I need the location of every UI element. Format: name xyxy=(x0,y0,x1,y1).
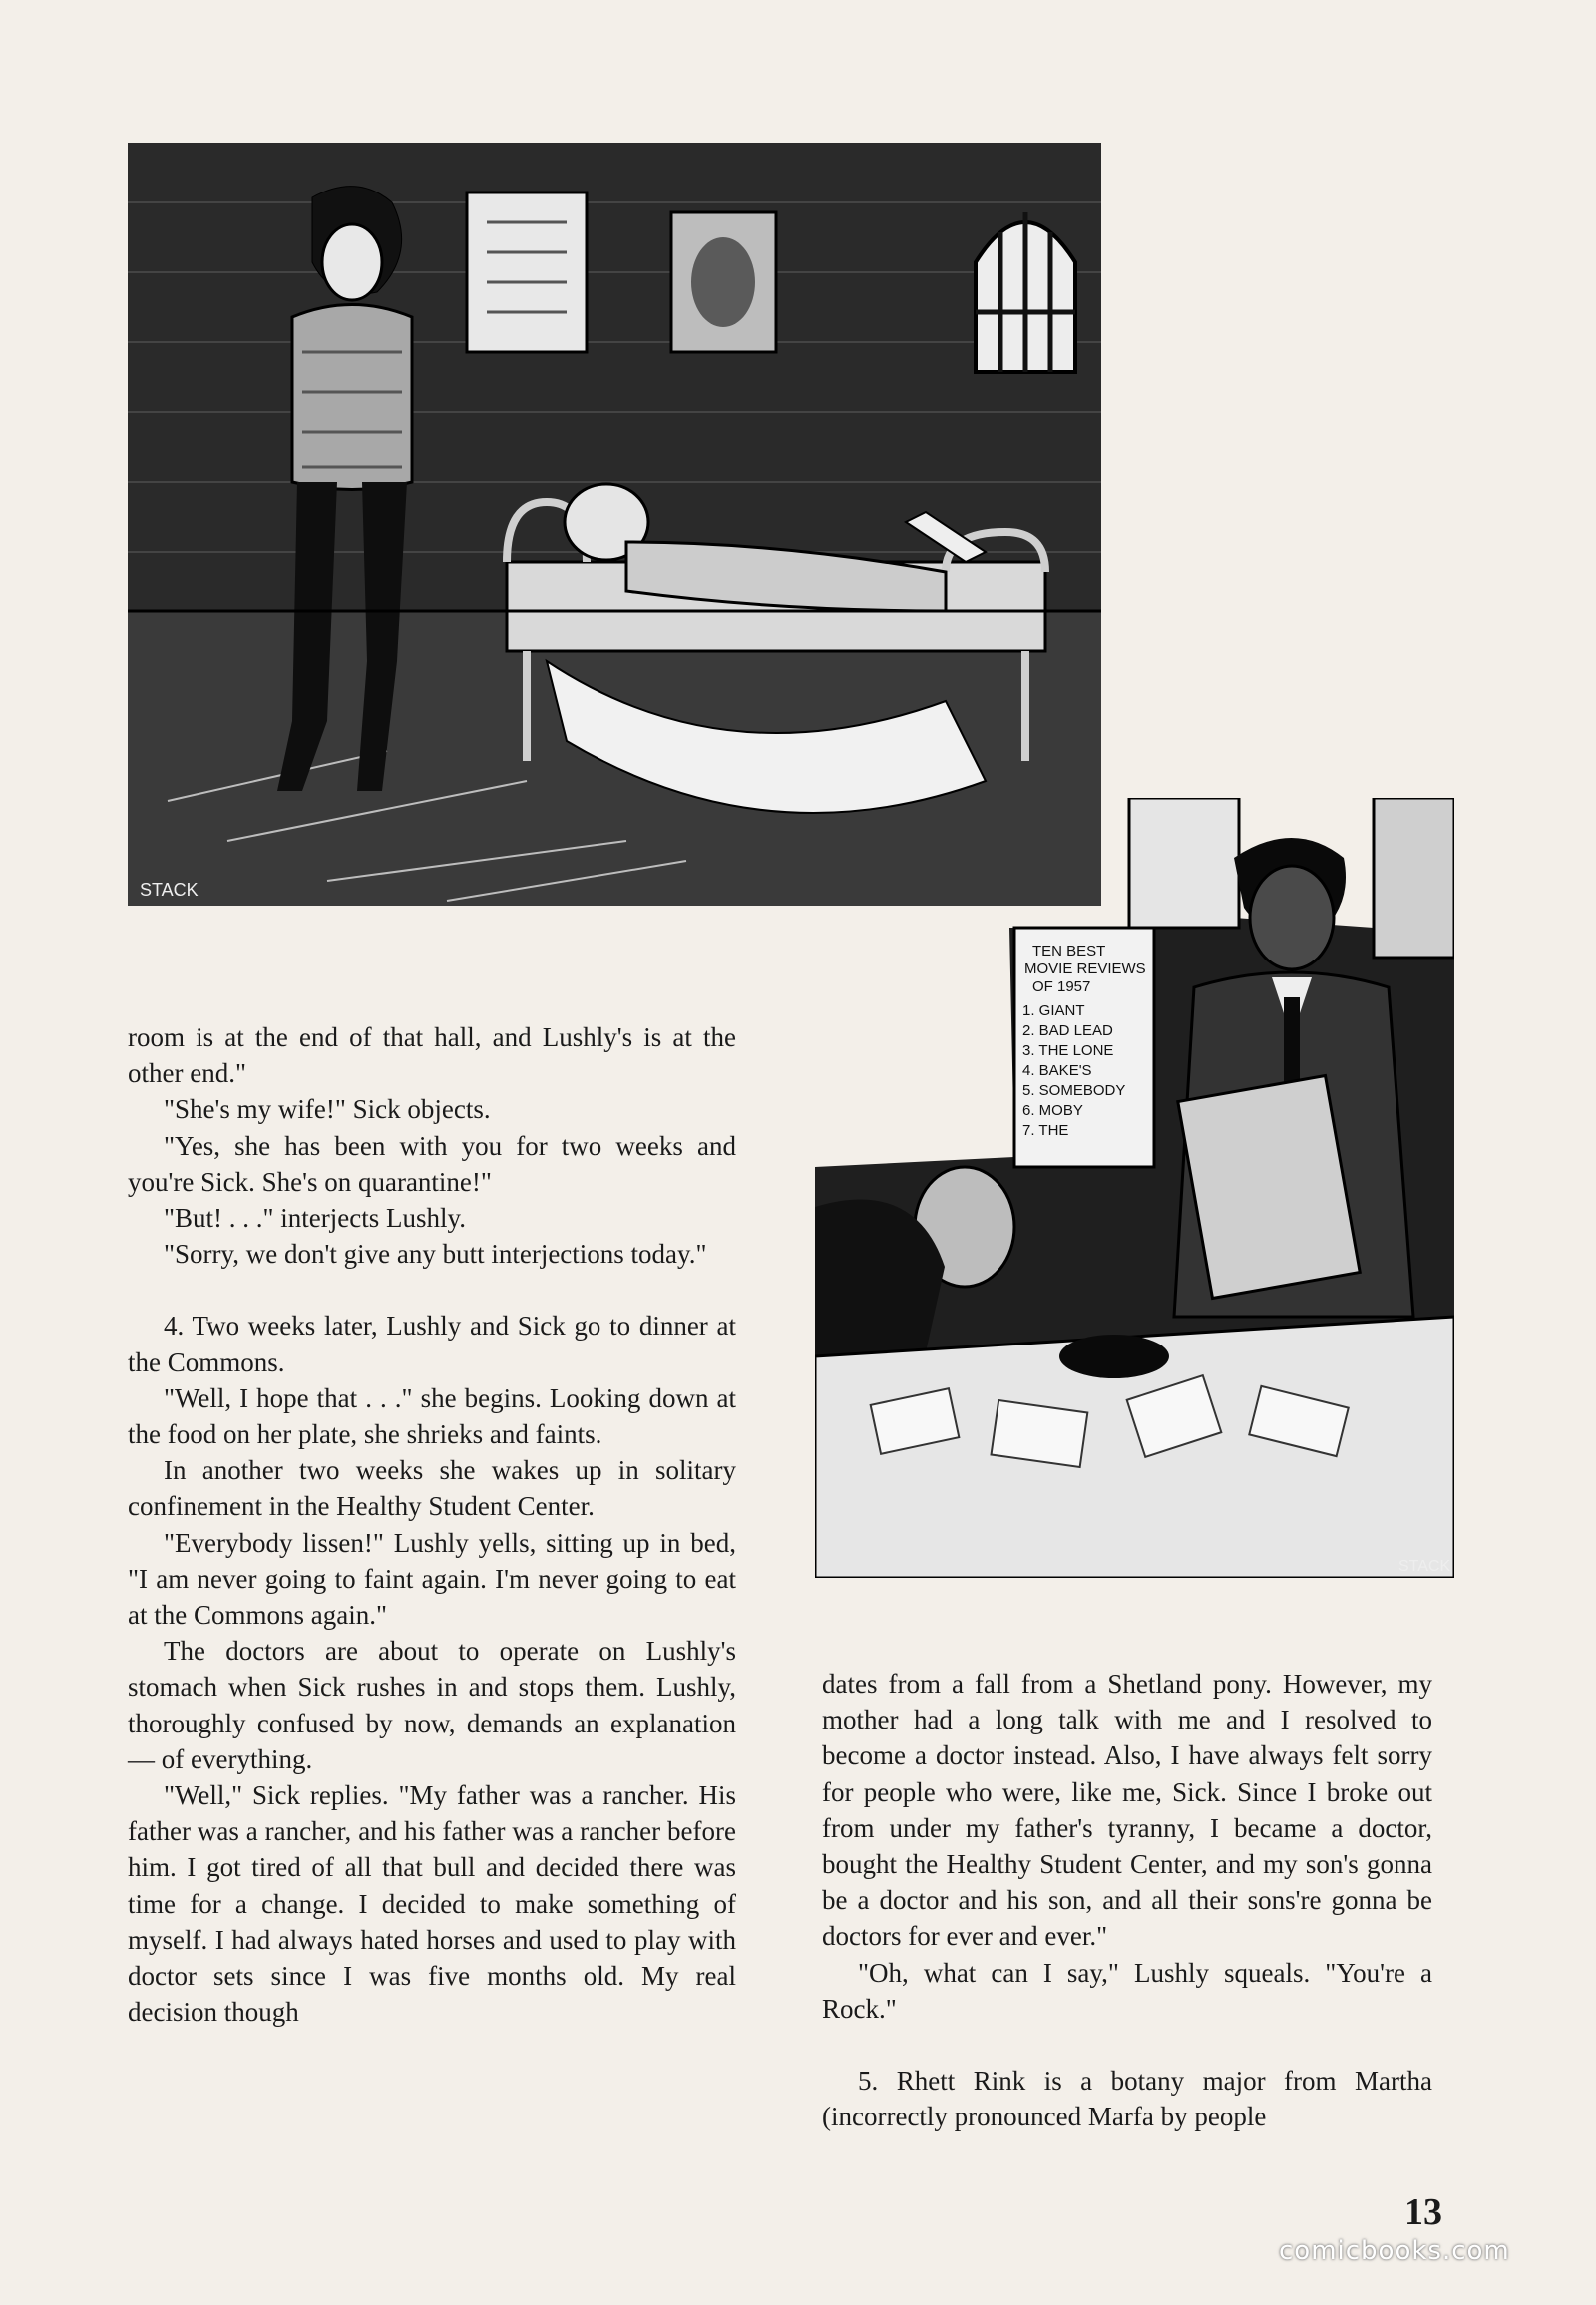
paragraph: 4. Two weeks later, Lushly and Sick go to dinner at the Commons. xyxy=(128,1311,736,1377)
paragraph: "Everybody lissen!" Lushly yells, sitting up in bed, "I am never going to faint again. I'm never going to eat at the Commons again." xyxy=(128,1527,736,1631)
paragraph: "Well, I hope that . . ." she begins. Looking down at the food on her plate, she shrieks and faints. xyxy=(128,1382,736,1450)
poster-line: TEN BEST xyxy=(1032,943,1106,960)
page-number: 13 xyxy=(1404,2191,1442,2233)
paragraph: "Well," Sick replies. "My father was a rancher. His father was a rancher, and his father was a rancher before him. I got tired of all that bull and decided there was time for a change. I decided to make something of myself. I had always hated horses and used to play with doctor sets since I was five months old. My real decision though xyxy=(128,1780,736,2028)
paragraph: "Oh, what can I say," Lushly squeals. "You're a Rock." xyxy=(822,1957,1432,2024)
poster-line: OF 1957 xyxy=(1032,978,1091,995)
illustration-signature-right: STACK xyxy=(1398,1558,1451,1575)
paragraph: "But! . . ." interjects Lushly. xyxy=(164,1203,466,1234)
paragraph: "Sorry, we don't give any butt interjections today." xyxy=(164,1239,707,1270)
right-text-column xyxy=(822,1666,1432,2134)
paragraph: In another two weeks she wakes up in solitary confinement in the Healthy Student Center. xyxy=(128,1455,736,1522)
left-text-column xyxy=(128,1019,736,2030)
watermark: comicbooks.com xyxy=(1279,2236,1510,2266)
illustration-signature-top: STACK xyxy=(140,880,199,900)
paragraph: "She's my wife!" Sick objects. xyxy=(164,1094,491,1125)
poster-line: 6. MOBY xyxy=(1022,1102,1083,1119)
office-illustration xyxy=(815,798,1454,1578)
poster-line: MOVIE REVIEWS xyxy=(1024,960,1146,977)
paragraph: The doctors are about to operate on Lushly's stomach when Sick rushes in and stops them. Lushly, thoroughly confused by now, demands an explanation — of everything. xyxy=(128,1636,736,1774)
paragraph: 5. Rhett Rink is a botany major from Martha (incorrectly pronounced Marfa by people xyxy=(822,2066,1432,2132)
poster-line: 2. BAD LEAD xyxy=(1022,1022,1113,1039)
poster-line: 3. THE LONE xyxy=(1022,1042,1114,1059)
poster-line: 7. THE xyxy=(1022,1122,1069,1139)
poster-line: 5. SOMEBODY xyxy=(1022,1082,1126,1099)
dorm-room-illustration xyxy=(128,143,1101,906)
paragraph: dates from a fall from a Shetland pony. However, my mother had a long talk with me and I resolved to become a doctor instead. Also, I have always felt sorry for people who were, like me, Sick. Since I broke out from under my father's tyranny, I became a doctor, bought the Healthy Student Center, and my son's gonna be a doctor and his son, and all their sons're gonna be doctors for ever and ever." xyxy=(822,1669,1432,1952)
paragraph: "Yes, she has been with you for two weeks and you're Sick. She's on quarantine!" xyxy=(128,1130,736,1197)
paragraph: room is at the end of that hall, and Lushly's is at the other end." xyxy=(128,1022,736,1089)
dorm-room-illustration-icon xyxy=(128,143,1101,906)
office-illustration-icon xyxy=(815,798,1454,1578)
poster-line: 4. BAKE'S xyxy=(1022,1062,1092,1079)
poster-line: 1. GIANT xyxy=(1022,1002,1085,1019)
